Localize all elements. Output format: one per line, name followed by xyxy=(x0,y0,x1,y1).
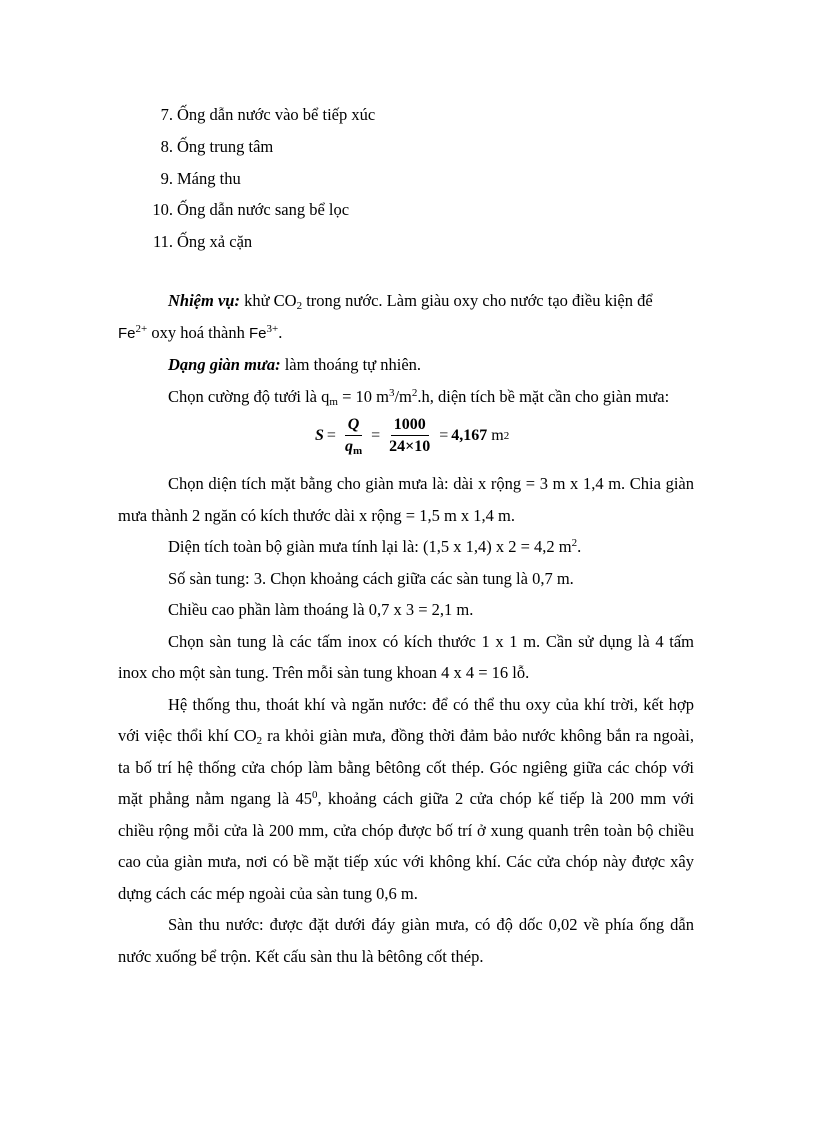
formula-fraction-2: $\frac{1000}{24\times 10}$ xyxy=(389,416,431,455)
paragraph-total-area: Diện tích toàn bộ giàn mưa tính lại là: (1,5 x 1,4) x 2 = 4,2 $m^2$. xyxy=(168,537,582,556)
body-text xyxy=(118,285,694,972)
formula-lhs: S xyxy=(315,427,324,444)
list-item: 9. Máng thu xyxy=(160,168,241,188)
paragraph-collection-floor: Sàn thu nước: được đặt dưới đáy giàn mưa, có độ dốc 0,02 về phía ống dẫn nước xuống bể trộn. Kết cấu sàn thu là bêtông cốt thép. xyxy=(118,915,694,966)
paragraph-floors: Số sàn tung: 3. Chọn khoảng cách giữa các sàn tung là 0,7 m. xyxy=(168,568,574,588)
component-list xyxy=(0,99,816,258)
formula-fraction-1: $\frac{Q}{q_m}$ xyxy=(344,416,363,457)
list-item: 8. Ống trung tâm xyxy=(160,136,274,156)
list-item: 10. Ống dẫn nước sang bể lọc xyxy=(152,200,350,220)
list-item: 7. Ống dẫn nước vào bể tiếp xúc xyxy=(160,105,376,124)
area-formula: S = $\frac{Q}{q_m}$ = $\frac{1000}{24\times 10}$ = 4,167 m 2 xyxy=(315,416,510,457)
paragraph-layout: Chọn diện tích mặt bằng cho giàn mưa là: dài x rộng = 3 m x 1,4 m. Chia giàn mưa thành 2 ngăn có kích thước dài x rộng = 1,5 m x 1,4 m. xyxy=(118,474,694,525)
paragraph-ventilation: Hệ thống thu, thoát khí và ngăn nước: để có thể thu oxy của khí trời, kết hợp với việc thổi khí $CO_2$ ra khỏi giàn mưa, đồng thời đảm bảo nước không bắn ra ngoài, ta bố trí hệ thống cửa chóp làm bằng bêtông cốt thép. Góc ngiêng giữa các chóp với mặt phẳng nằm ngang là $45^0$, khoảng cách giữa 2 cửa chóp kế tiếp là 200 mm với chiều rộng mỗi cửa là 200 mm, cửa chóp được bố trí ở xung quanh trên toàn bộ chiều cao của giàn mưa, nơi có bề mặt tiếp xúc với không khí. Các cửa chóp này được xây dựng cách các mép ngoài của sàn tung 0,6 m. xyxy=(118,694,695,903)
formula-result: 4,167 xyxy=(451,427,488,444)
paragraph-height: Chiều cao phần làm thoáng là 0,7 x 3 = 2,1 m. xyxy=(168,600,474,619)
form-paragraph: Dạng giàn mưa: làm thoáng tự nhiên. xyxy=(168,355,422,374)
paragraph-plates: Chọn sàn tung là các tấm inox có kích thước 1 x 1 m. Cần sử dụng là 4 tấm inox cho một sàn tung. Trên mỗi sàn tung khoan 4 x 4 = 16 lỗ. xyxy=(118,631,694,682)
list-item: 11. Ống xả cặn xyxy=(152,232,253,252)
task-paragraph: Nhiệm vụ: khử $CO_2$ trong nước. Làm giàu oxy cho nước tạo điều kiện để $Fe^{2+}$ oxy hoá thành $Fe^{3+}$. xyxy=(118,291,653,342)
intensity-paragraph: Chọn cường độ tưới là $q_m = 10$ $m^3/m^2.h$, diện tích bề mặt cần cho giàn mưa: xyxy=(168,386,670,408)
